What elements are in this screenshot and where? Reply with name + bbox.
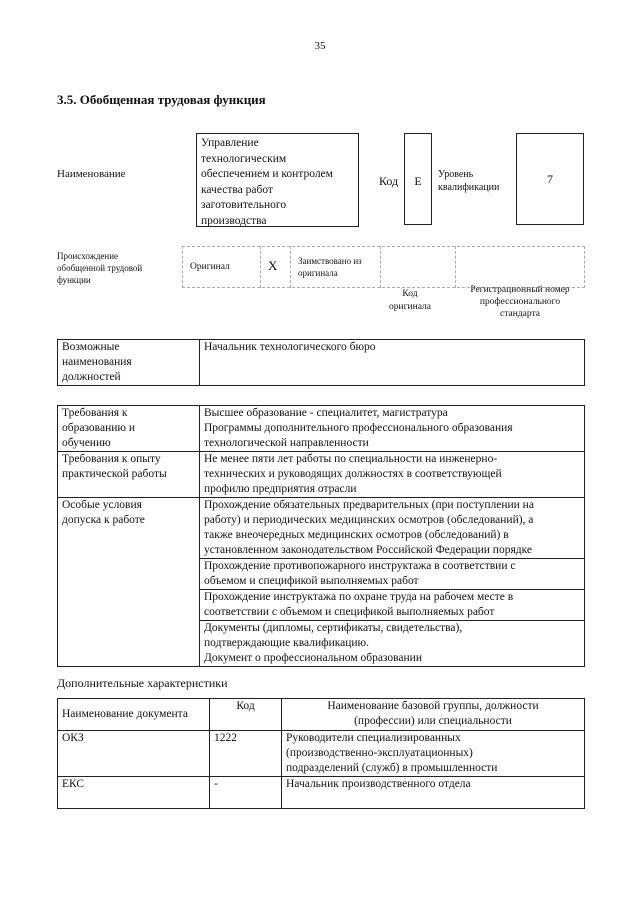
level-label <box>438 168 499 194</box>
requirements-table <box>57 405 585 667</box>
origin-label-line: функции <box>57 275 91 285</box>
name-line: подразделений (служб) в промышленности <box>286 762 498 774</box>
level-label-line: квалификации <box>438 182 500 193</box>
additional-row <box>58 777 585 809</box>
row-code: 1222 <box>210 731 282 777</box>
origin-row <box>182 246 585 288</box>
value-line: Документы (дипломы, сертификаты, свидетельства), <box>204 622 463 634</box>
value-line: профилю предприятия отрасли <box>204 483 357 495</box>
additional-row <box>58 731 585 777</box>
req-row-conditions <box>58 498 585 559</box>
label-line: наименования <box>62 356 132 368</box>
req-value <box>200 406 585 452</box>
req-value <box>200 559 585 590</box>
header-name <box>282 699 585 731</box>
label-line: Требования к <box>62 407 128 419</box>
value-line: подтверждающие квалификацию. <box>204 637 370 649</box>
name-line: (производственно-эксплуатационных) <box>286 747 473 759</box>
value-line: технологической направленности <box>204 437 369 449</box>
origin-borrowed-line: оригинала <box>298 268 338 278</box>
code-label: Код <box>379 174 399 188</box>
additional-title: Дополнительные характеристики <box>57 676 228 690</box>
origin-divider <box>380 246 381 288</box>
value-line: Не менее пяти лет работы по специальности на инженерно- <box>204 453 498 465</box>
function-name-line: качества работ <box>201 183 273 196</box>
origin-borrowed <box>298 255 362 279</box>
row-doc: ЕКС <box>58 777 210 809</box>
label-line: образованию и <box>62 422 135 434</box>
origin-borrowed-line: Заимствовано из <box>298 256 362 266</box>
value-line: объемом и спецификой выполняемых работ <box>204 575 419 587</box>
req-value <box>200 452 585 498</box>
level-label-line: Уровень <box>438 169 474 180</box>
section-title: 3.5. Обобщенная трудовая функция <box>57 92 266 107</box>
positions-label <box>58 340 200 386</box>
origin-divider <box>455 246 456 288</box>
origin-label-line: обобщенной трудовой <box>57 263 143 273</box>
label-line: Возможные <box>62 341 120 353</box>
name-line: Руководители специализированных <box>286 732 461 744</box>
value-line: работу) и периодических медицинских осмотров (обследований), а <box>204 514 534 526</box>
positions-row <box>58 340 585 386</box>
function-name-box <box>196 133 359 227</box>
label-line: обучению <box>62 437 111 449</box>
positions-value: Начальник технологического бюро <box>200 340 585 386</box>
function-name-line: производства <box>201 214 267 227</box>
req-value <box>200 621 585 667</box>
row-code: - <box>210 777 282 809</box>
req-row-experience <box>58 452 585 498</box>
header-line: (профессии) или специальности <box>354 715 512 727</box>
caption-line: Код <box>402 289 418 299</box>
value-line: Документ о профессиональном образовании <box>204 652 422 664</box>
original-code-caption <box>380 288 440 314</box>
origin-original: Оригинал <box>190 262 230 272</box>
caption-line: Регистрационный номер <box>470 285 570 295</box>
name-label: Наименование <box>57 168 126 180</box>
req-value <box>200 590 585 621</box>
req-label <box>58 406 200 452</box>
label-line: Требования к опыту <box>62 453 161 465</box>
value-line: соответствии с объемом и спецификой выполняемых работ <box>204 606 495 618</box>
origin-label-line: Происхождение <box>57 251 119 261</box>
origin-mark: X <box>268 258 278 273</box>
value-line: также внеочередных медицинских осмотров (обследований) в <box>204 529 509 541</box>
reg-number-caption <box>455 284 585 320</box>
caption-line: профессионального <box>479 297 561 307</box>
function-name-line: обеспечением и контролем <box>201 168 333 180</box>
row-doc: ОКЗ <box>58 731 210 777</box>
label-line: практической работы <box>62 468 167 480</box>
header-doc: Наименование документа <box>58 699 210 731</box>
value-line: Прохождение противопожарного инструктажа в соответствии с <box>204 560 516 572</box>
function-name-line: технологическим <box>201 152 287 165</box>
value-line: Прохождение обязательных предварительных (при поступлении на <box>204 499 534 511</box>
value-line: Высшее образование - специалитет, магистратура <box>204 407 448 419</box>
function-name-line: заготовительного <box>201 199 287 211</box>
req-row-education <box>58 406 585 452</box>
name-line: Начальник производственного отдела <box>286 778 471 790</box>
positions-table <box>57 339 585 386</box>
origin-divider <box>260 246 261 288</box>
req-label <box>58 498 200 667</box>
function-name-line: Управление <box>201 137 259 149</box>
page-number: 35 <box>314 40 326 52</box>
req-label <box>58 452 200 498</box>
label-line: Особые условия <box>62 499 142 511</box>
code-value: E <box>404 133 432 225</box>
header-line: Наименование базовой группы, должности <box>327 700 539 712</box>
additional-header-row <box>58 699 585 731</box>
origin-divider <box>290 246 291 288</box>
value-line: технических и руководящих должностях в соответствующей <box>204 468 502 480</box>
label-line: должностей <box>62 371 121 383</box>
caption-line: стандарта <box>500 309 540 319</box>
row-name <box>282 731 585 777</box>
level-value: 7 <box>516 133 584 225</box>
caption-line: оригинала <box>389 302 431 312</box>
origin-label <box>57 250 177 286</box>
additional-table <box>57 698 585 809</box>
value-line: Прохождение инструктажа по охране труда на рабочем месте в <box>204 591 514 603</box>
row-name <box>282 777 585 809</box>
value-line: установленном законодательством Российской Федерации порядке <box>204 544 532 556</box>
header-code: Код <box>210 699 282 731</box>
value-line: Программы дополнительного профессионального образования <box>204 422 513 434</box>
label-line: допуска к работе <box>62 514 145 526</box>
req-value <box>200 498 585 559</box>
